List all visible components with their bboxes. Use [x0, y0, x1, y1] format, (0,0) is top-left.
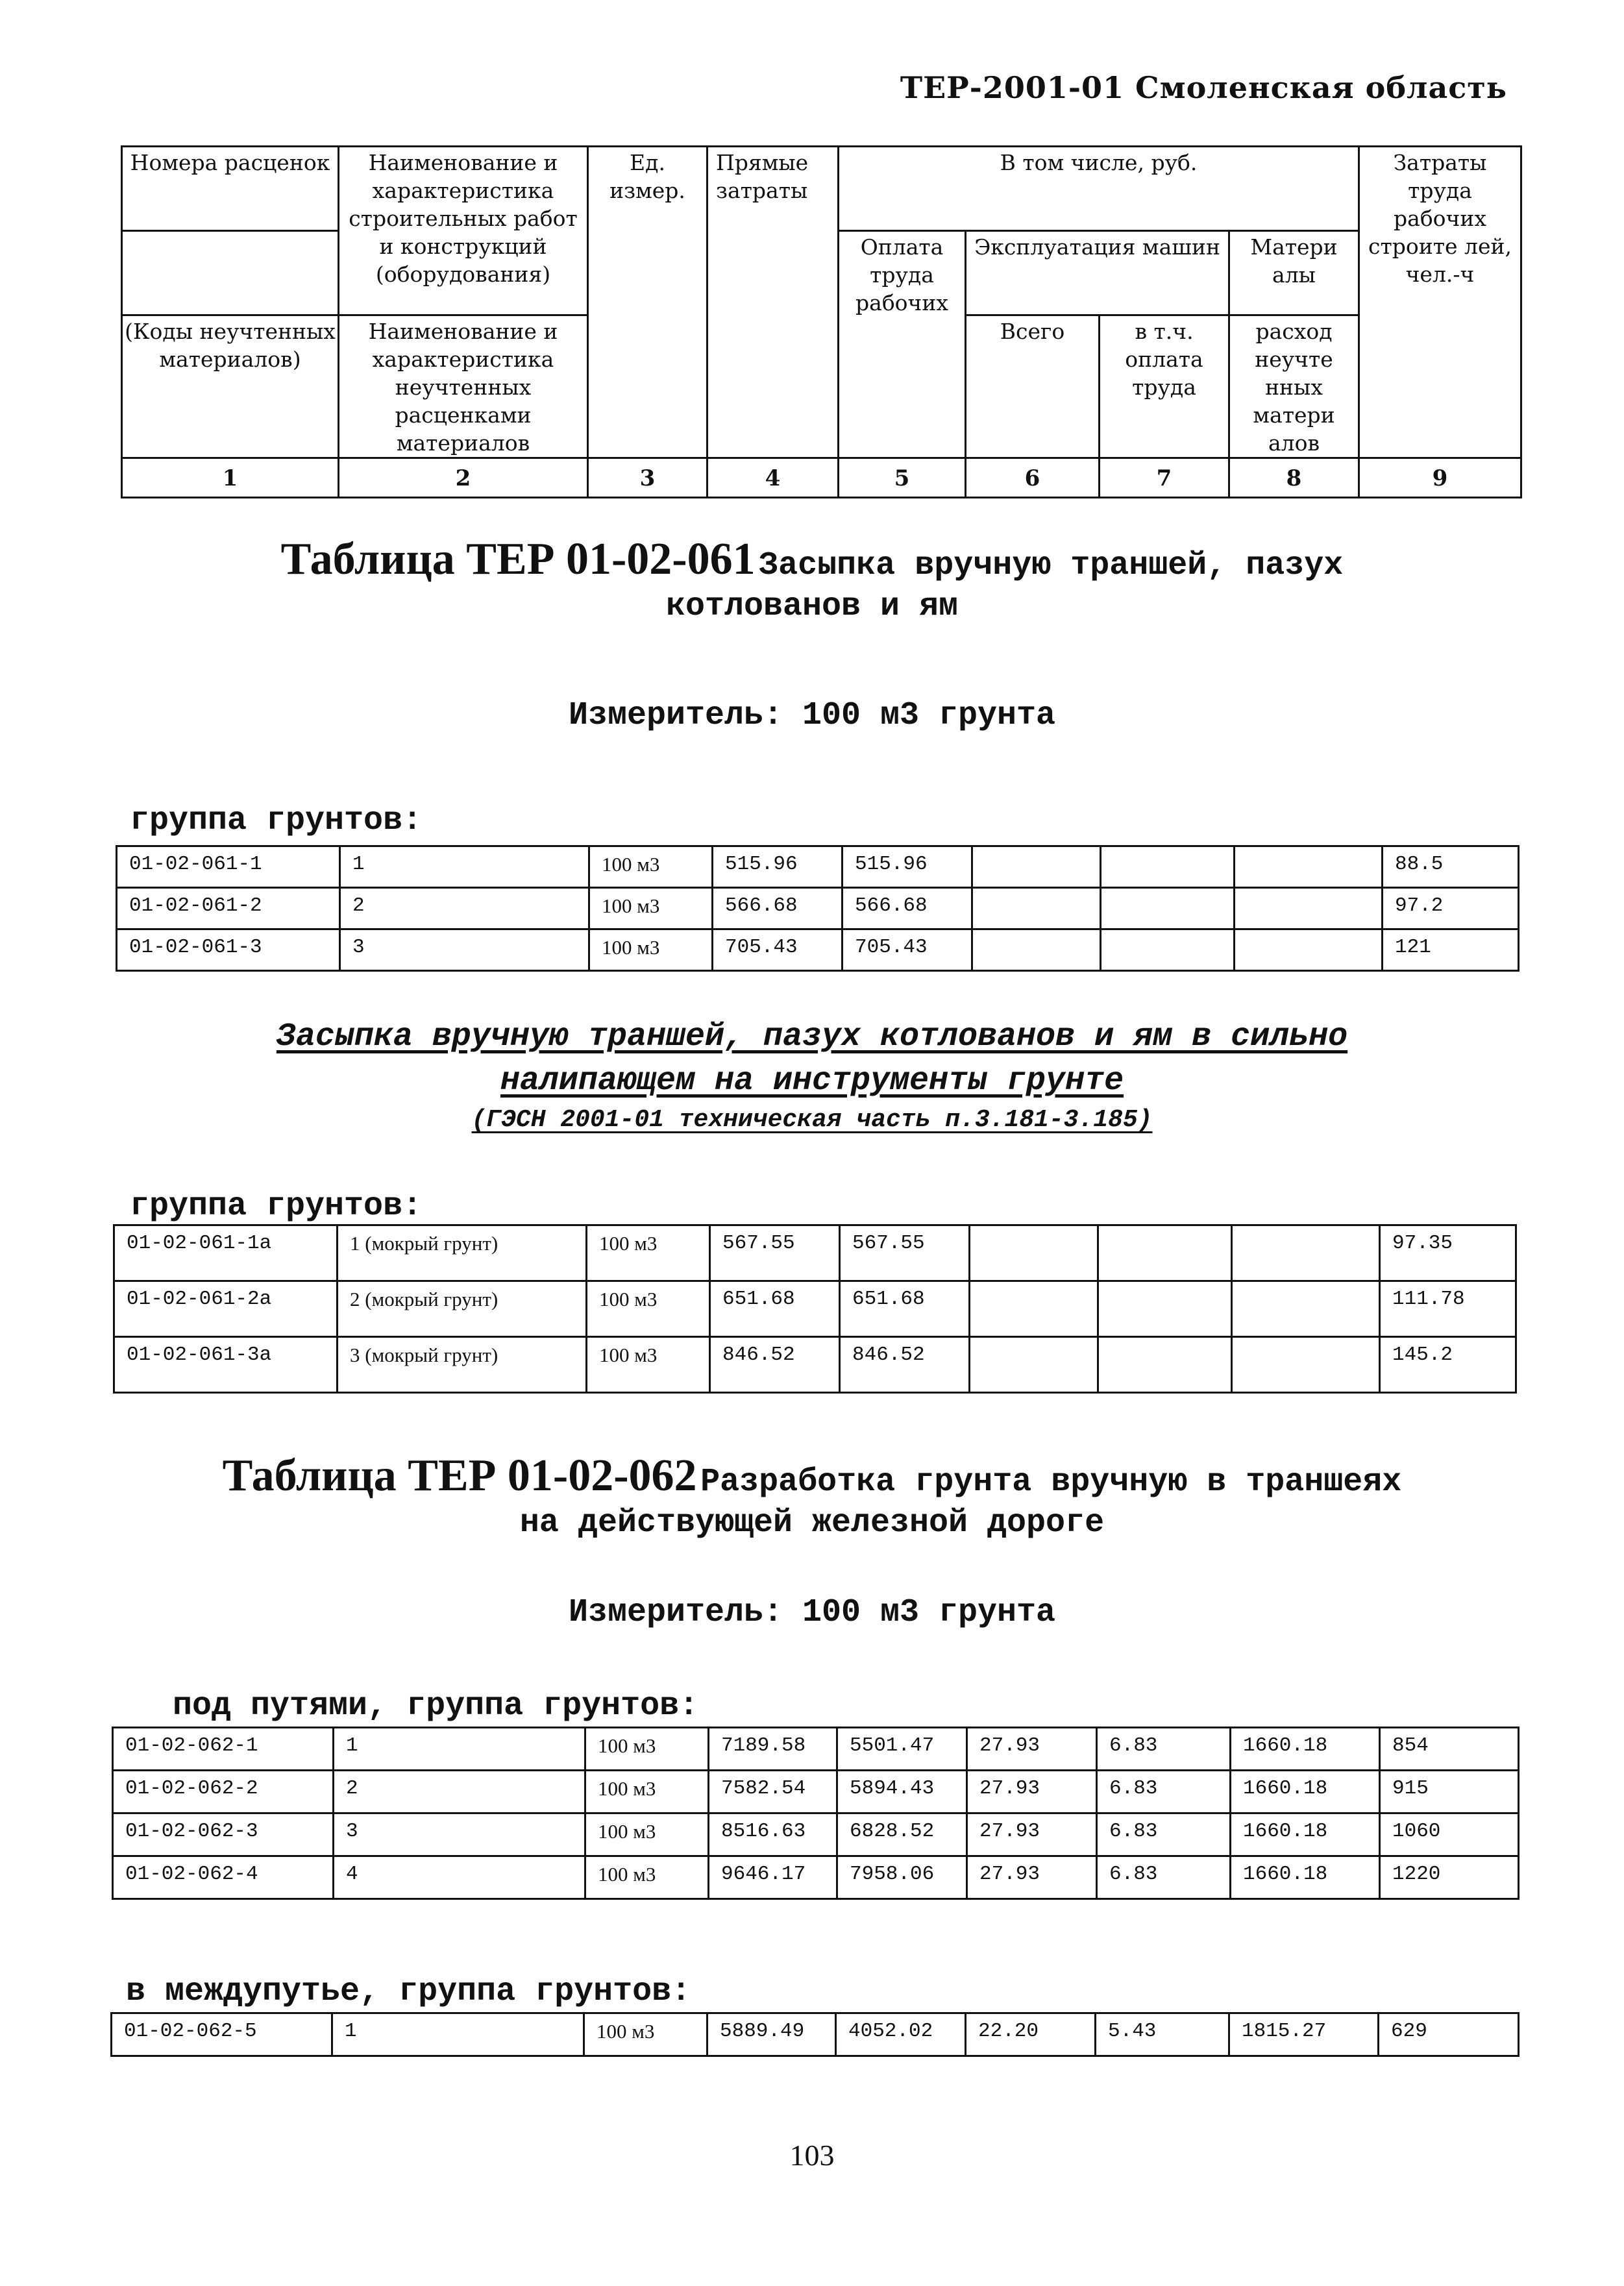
labor-pay: 651.68	[840, 1281, 970, 1337]
machine-total: 27.93	[967, 1728, 1097, 1771]
machine-labor: 6.83	[1097, 1813, 1231, 1856]
machine-total	[970, 1337, 1098, 1393]
unit: 100 м3	[585, 1728, 709, 1771]
col-number-9: 9	[1359, 458, 1521, 498]
header-exploitation: Эксплуатация машин	[966, 231, 1229, 315]
header-col6: Всего	[966, 315, 1100, 458]
direct-costs: 567.55	[710, 1225, 840, 1281]
labor-hours: 854	[1380, 1728, 1519, 1771]
work-name: 1	[332, 2013, 584, 2056]
machine-labor	[1098, 1281, 1232, 1337]
direct-costs: 705.43	[713, 929, 843, 971]
unit: 100 м3	[584, 2013, 707, 2056]
labor-hours: 111.78	[1380, 1281, 1516, 1337]
header-col8-bottom: расход неучте нных матери алов	[1229, 315, 1359, 458]
work-name: 2 (мокрый грунт)	[338, 1281, 587, 1337]
table-row	[117, 888, 1519, 929]
table-062-title-prefix: Таблица ТЕР 01-02-062	[222, 1451, 697, 1501]
materials: 1660.18	[1231, 1728, 1380, 1771]
work-name: 2	[340, 888, 589, 929]
col-number-4: 4	[707, 458, 839, 498]
machine-labor: 5.43	[1096, 2013, 1229, 2056]
machine-labor: 6.83	[1097, 1728, 1231, 1771]
labor-pay: 6828.52	[837, 1813, 967, 1856]
table-062-measure: Измеритель: 100 м3 грунта	[568, 1594, 1056, 1631]
materials: 1660.18	[1231, 1771, 1380, 1813]
table-062b-rows	[110, 2012, 1519, 2057]
machine-labor	[1101, 888, 1235, 929]
header-col1-bottom: (Коды неучтенных материалов)	[122, 315, 339, 458]
header-col7: в т.ч. оплата труда	[1100, 315, 1229, 458]
machine-total	[972, 846, 1101, 888]
unit: 100 м3	[587, 1225, 710, 1281]
header-col5: Оплата труда рабочих	[839, 231, 966, 458]
table-row	[112, 2013, 1519, 2056]
labor-hours: 121	[1383, 929, 1519, 971]
col-number-2: 2	[339, 458, 588, 498]
labor-pay: 515.96	[843, 846, 972, 888]
machine-total	[972, 888, 1101, 929]
labor-pay: 566.68	[843, 888, 972, 929]
machine-total: 22.20	[966, 2013, 1096, 2056]
sticky-soil-heading-line2: налипающем на инструменты грунте	[500, 1063, 1124, 1100]
machine-labor	[1101, 846, 1235, 888]
table-061a-rows	[113, 1224, 1517, 1394]
direct-costs: 7189.58	[709, 1728, 837, 1771]
labor-pay: 4052.02	[836, 2013, 966, 2056]
materials: 1660.18	[1231, 1856, 1380, 1899]
col-number-7: 7	[1100, 458, 1229, 498]
labor-hours: 1060	[1380, 1813, 1519, 1856]
rate-code: 01-02-061-2	[117, 888, 340, 929]
rate-code: 01-02-062-5	[112, 2013, 332, 2056]
header-col4: Прямые затраты	[707, 147, 839, 458]
direct-costs: 515.96	[713, 846, 843, 888]
table-row	[114, 1281, 1516, 1337]
table-061-rows	[116, 845, 1519, 972]
labor-pay: 5501.47	[837, 1728, 967, 1771]
labor-pay: 7958.06	[837, 1856, 967, 1899]
work-name: 3 (мокрый грунт)	[338, 1337, 587, 1393]
header-col2-top: Наименование и характеристика строительных работ и конструкций (оборудования)	[339, 147, 588, 315]
header-col3: Ед. измер.	[588, 147, 707, 458]
direct-costs: 9646.17	[709, 1856, 837, 1899]
labor-hours: 88.5	[1383, 846, 1519, 888]
table-062b-group-label: в междупутье, группа грунтов:	[126, 1973, 691, 2010]
page-header: ТЕР-2001-01 Смоленская область	[900, 70, 1507, 105]
col-number-8: 8	[1229, 458, 1359, 498]
table-061-title	[0, 534, 1624, 625]
header-included: В том числе, руб.	[839, 147, 1359, 231]
unit: 100 м3	[589, 888, 713, 929]
materials	[1232, 1225, 1380, 1281]
unit: 100 м3	[589, 846, 713, 888]
machine-labor: 6.83	[1097, 1856, 1231, 1899]
table-062-title-line2: на действующей железной дороге	[519, 1505, 1105, 1542]
labor-hours: 1220	[1380, 1856, 1519, 1899]
col-number-3: 3	[588, 458, 707, 498]
table-062-title-rest: Разработка грунта вручную в траншеях	[700, 1464, 1402, 1501]
page-number: 103	[789, 2139, 835, 2172]
rate-code: 01-02-061-2а	[114, 1281, 338, 1337]
col-number-5: 5	[839, 458, 966, 498]
unit: 100 м3	[585, 1771, 709, 1813]
rate-code: 01-02-061-3	[117, 929, 340, 971]
table-row	[117, 929, 1519, 971]
labor-pay: 705.43	[843, 929, 972, 971]
rate-code: 01-02-062-1	[113, 1728, 334, 1771]
materials	[1232, 1337, 1380, 1393]
direct-costs: 651.68	[710, 1281, 840, 1337]
header-col1-top: Номера расценок	[122, 147, 339, 231]
table-062-group-label: под путями, группа грунтов:	[173, 1688, 699, 1725]
col-number-1: 1	[122, 458, 339, 498]
column-header-table	[121, 145, 1522, 498]
table-row	[113, 1856, 1519, 1899]
direct-costs: 566.68	[713, 888, 843, 929]
header-col1-spacer	[122, 231, 339, 315]
materials: 1815.27	[1229, 2013, 1379, 2056]
machine-total: 27.93	[967, 1771, 1097, 1813]
table-row	[117, 846, 1519, 888]
unit: 100 м3	[585, 1813, 709, 1856]
rate-code: 01-02-061-3а	[114, 1337, 338, 1393]
sticky-soil-heading	[0, 1015, 1624, 1137]
machine-total: 27.93	[967, 1813, 1097, 1856]
labor-hours: 915	[1380, 1771, 1519, 1813]
table-061-measure: Измеритель: 100 м3 грунта	[568, 697, 1056, 734]
machine-total: 27.93	[967, 1856, 1097, 1899]
table-row	[114, 1337, 1516, 1393]
table-061-group-label: группа грунтов:	[130, 802, 423, 839]
work-name: 1	[340, 846, 589, 888]
work-name: 3	[334, 1813, 585, 1856]
rate-code: 01-02-061-1	[117, 846, 340, 888]
machine-total	[970, 1281, 1098, 1337]
unit: 100 м3	[589, 929, 713, 971]
header-col8-top: Матери алы	[1229, 231, 1359, 315]
direct-costs: 7582.54	[709, 1771, 837, 1813]
table-061-title-prefix: Таблица ТЕР 01-02-061	[280, 534, 756, 584]
sticky-soil-heading-line1: Засыпка вручную траншей, пазух котлованов и ям в сильно	[276, 1018, 1348, 1055]
materials	[1235, 929, 1383, 971]
materials	[1232, 1281, 1380, 1337]
rate-code: 01-02-062-2	[113, 1771, 334, 1813]
machine-labor	[1101, 929, 1235, 971]
table-row	[114, 1225, 1516, 1281]
machine-total	[972, 929, 1101, 971]
table-061-title-rest: Засыпка вручную траншей, пазух	[759, 547, 1344, 584]
work-name: 4	[334, 1856, 585, 1899]
rate-code: 01-02-062-3	[113, 1813, 334, 1856]
table-062-rows	[112, 1727, 1519, 1900]
labor-pay: 5894.43	[837, 1771, 967, 1813]
work-name: 1	[334, 1728, 585, 1771]
sticky-soil-heading-reference: (ГЭСН 2001-01 техническая часть п.3.181-3.185)	[471, 1106, 1153, 1134]
labor-hours: 145.2	[1380, 1337, 1516, 1393]
machine-labor: 6.83	[1097, 1771, 1231, 1813]
machine-labor	[1098, 1225, 1232, 1281]
table-062-title	[0, 1450, 1624, 1542]
labor-hours: 629	[1379, 2013, 1519, 2056]
materials	[1235, 846, 1383, 888]
work-name: 1 (мокрый грунт)	[338, 1225, 587, 1281]
direct-costs: 846.52	[710, 1337, 840, 1393]
direct-costs: 5889.49	[707, 2013, 836, 2056]
header-col2-bottom: Наименование и характеристика неучтенных расценками материалов	[339, 315, 588, 458]
rate-code: 01-02-061-1а	[114, 1225, 338, 1281]
labor-pay: 846.52	[840, 1337, 970, 1393]
materials	[1235, 888, 1383, 929]
unit: 100 м3	[585, 1856, 709, 1899]
labor-pay: 567.55	[840, 1225, 970, 1281]
table-row	[113, 1813, 1519, 1856]
machine-labor	[1098, 1337, 1232, 1393]
unit: 100 м3	[587, 1337, 710, 1393]
labor-hours: 97.35	[1380, 1225, 1516, 1281]
table-061a-group-label: группа грунтов:	[130, 1188, 423, 1225]
labor-hours: 97.2	[1383, 888, 1519, 929]
table-061-title-line2: котлованов и ям	[665, 588, 959, 625]
work-name: 2	[334, 1771, 585, 1813]
header-col9: Затраты труда рабочих строите лей, чел.-ч	[1359, 147, 1521, 458]
machine-total	[970, 1225, 1098, 1281]
direct-costs: 8516.63	[709, 1813, 837, 1856]
table-row	[113, 1728, 1519, 1771]
rate-code: 01-02-062-4	[113, 1856, 334, 1899]
col-number-6: 6	[966, 458, 1100, 498]
table-row	[113, 1771, 1519, 1813]
materials: 1660.18	[1231, 1813, 1380, 1856]
work-name: 3	[340, 929, 589, 971]
unit: 100 м3	[587, 1281, 710, 1337]
